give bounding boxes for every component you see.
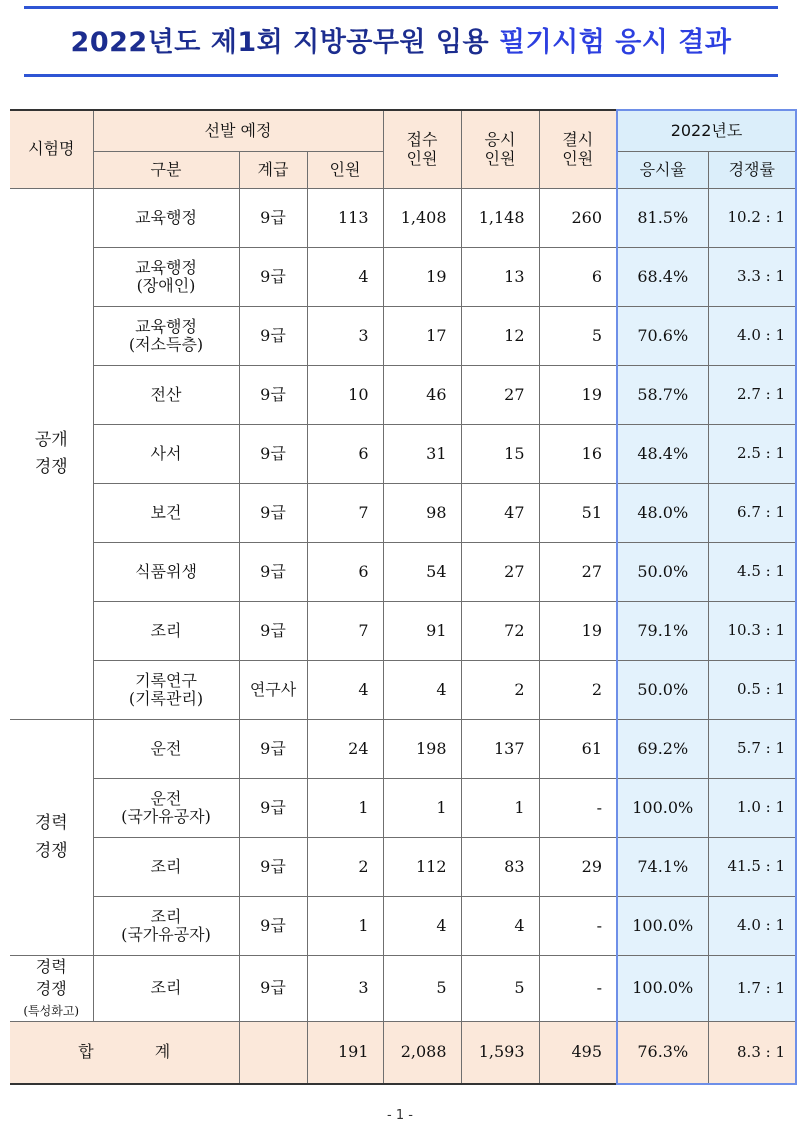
table-row bbox=[10, 661, 796, 720]
group-career-competition: 경력 경쟁 bbox=[10, 720, 93, 956]
row-rate: 58.7% bbox=[617, 366, 708, 425]
row-attended: 13 bbox=[461, 248, 539, 307]
row-absent: 5 bbox=[539, 307, 617, 366]
table-row bbox=[10, 779, 796, 838]
header-exam-name: 시험명 bbox=[10, 110, 93, 189]
row-ratio: 1.0 : 1 bbox=[708, 779, 796, 838]
total-attended: 1,593 bbox=[461, 1021, 539, 1084]
row-category: 운전 (국가유공자) bbox=[93, 779, 239, 838]
row-absent: 6 bbox=[539, 248, 617, 307]
table-row bbox=[10, 956, 796, 1022]
table-row bbox=[10, 248, 796, 307]
row-ratio: 2.5 : 1 bbox=[708, 425, 796, 484]
results-table bbox=[10, 109, 797, 1085]
row-absent: 27 bbox=[539, 543, 617, 602]
row-ratio: 4.5 : 1 bbox=[708, 543, 796, 602]
title-rule-bottom bbox=[24, 74, 778, 77]
row-grade: 9급 bbox=[239, 366, 307, 425]
row-ratio: 3.3 : 1 bbox=[708, 248, 796, 307]
header-attended: 응시 인원 bbox=[461, 110, 539, 189]
row-planned: 24 bbox=[307, 720, 383, 779]
row-category: 조리 bbox=[93, 602, 239, 661]
header-grade: 계급 bbox=[239, 152, 307, 189]
row-ratio: 5.7 : 1 bbox=[708, 720, 796, 779]
row-rate: 79.1% bbox=[617, 602, 708, 661]
table-row bbox=[10, 425, 796, 484]
table-row bbox=[10, 366, 796, 425]
row-rate: 100.0% bbox=[617, 779, 708, 838]
table-row bbox=[10, 897, 796, 956]
row-grade: 9급 bbox=[239, 602, 307, 661]
row-absent: 2 bbox=[539, 661, 617, 720]
row-applied: 4 bbox=[383, 897, 461, 956]
table-row bbox=[10, 720, 796, 779]
row-grade: 9급 bbox=[239, 956, 307, 1022]
row-planned: 6 bbox=[307, 425, 383, 484]
row-planned: 1 bbox=[307, 779, 383, 838]
row-applied: 98 bbox=[383, 484, 461, 543]
header-category: 구분 bbox=[93, 152, 239, 189]
row-applied: 54 bbox=[383, 543, 461, 602]
row-applied: 198 bbox=[383, 720, 461, 779]
row-applied: 31 bbox=[383, 425, 461, 484]
row-applied: 46 bbox=[383, 366, 461, 425]
row-attended: 15 bbox=[461, 425, 539, 484]
row-category: 식품위생 bbox=[93, 543, 239, 602]
row-rate: 50.0% bbox=[617, 661, 708, 720]
title-part2: 필기시험 응시 결과 bbox=[498, 27, 732, 58]
total-planned: 191 bbox=[307, 1021, 383, 1084]
row-grade: 9급 bbox=[239, 838, 307, 897]
row-planned: 6 bbox=[307, 543, 383, 602]
header-row-1 bbox=[10, 110, 796, 152]
row-planned: 7 bbox=[307, 602, 383, 661]
title-block bbox=[24, 6, 778, 78]
header-applied: 접수 인원 bbox=[383, 110, 461, 189]
row-grade: 연구사 bbox=[239, 661, 307, 720]
header-planned: 인원 bbox=[307, 152, 383, 189]
row-ratio: 6.7 : 1 bbox=[708, 484, 796, 543]
row-attended: 5 bbox=[461, 956, 539, 1022]
table-row bbox=[10, 543, 796, 602]
row-grade: 9급 bbox=[239, 779, 307, 838]
row-category: 기록연구 (기록관리) bbox=[93, 661, 239, 720]
row-absent: 16 bbox=[539, 425, 617, 484]
row-attended: 27 bbox=[461, 543, 539, 602]
row-applied: 19 bbox=[383, 248, 461, 307]
title-rule-top bbox=[24, 6, 778, 9]
row-attended: 1,148 bbox=[461, 189, 539, 248]
header-attendance-rate: 응시율 bbox=[617, 152, 708, 189]
row-absent: 19 bbox=[539, 366, 617, 425]
header-selection-plan: 선발 예정 bbox=[93, 110, 383, 152]
header-competition-rate: 경쟁률 bbox=[708, 152, 796, 189]
table-row bbox=[10, 602, 796, 661]
group-open-competition: 공개 경쟁 bbox=[10, 189, 93, 720]
row-planned: 4 bbox=[307, 248, 383, 307]
row-rate: 48.0% bbox=[617, 484, 708, 543]
row-applied: 4 bbox=[383, 661, 461, 720]
row-planned: 7 bbox=[307, 484, 383, 543]
row-category: 조리 bbox=[93, 838, 239, 897]
row-ratio: 41.5 : 1 bbox=[708, 838, 796, 897]
row-planned: 4 bbox=[307, 661, 383, 720]
row-ratio: 2.7 : 1 bbox=[708, 366, 796, 425]
table-row bbox=[10, 484, 796, 543]
row-category: 조리 (국가유공자) bbox=[93, 897, 239, 956]
row-grade: 9급 bbox=[239, 307, 307, 366]
row-applied: 1 bbox=[383, 779, 461, 838]
row-planned: 10 bbox=[307, 366, 383, 425]
header-year: 2022년도 bbox=[617, 110, 796, 152]
total-label: 합 계 bbox=[10, 1021, 239, 1084]
row-applied: 112 bbox=[383, 838, 461, 897]
row-planned: 3 bbox=[307, 307, 383, 366]
row-ratio: 4.0 : 1 bbox=[708, 307, 796, 366]
row-attended: 83 bbox=[461, 838, 539, 897]
row-absent: 19 bbox=[539, 602, 617, 661]
page-number: - 1 - bbox=[387, 1108, 413, 1123]
row-rate: 100.0% bbox=[617, 897, 708, 956]
row-category: 조리 bbox=[93, 956, 239, 1022]
total-applied: 2,088 bbox=[383, 1021, 461, 1084]
table-row bbox=[10, 307, 796, 366]
row-attended: 47 bbox=[461, 484, 539, 543]
row-rate: 74.1% bbox=[617, 838, 708, 897]
row-grade: 9급 bbox=[239, 425, 307, 484]
total-rate: 76.3% bbox=[617, 1021, 708, 1084]
row-ratio: 10.3 : 1 bbox=[708, 602, 796, 661]
row-absent: 61 bbox=[539, 720, 617, 779]
row-applied: 1,408 bbox=[383, 189, 461, 248]
row-rate: 50.0% bbox=[617, 543, 708, 602]
row-rate: 68.4% bbox=[617, 248, 708, 307]
row-planned: 113 bbox=[307, 189, 383, 248]
row-attended: 27 bbox=[461, 366, 539, 425]
header-absent: 결시 인원 bbox=[539, 110, 617, 189]
row-ratio: 1.7 : 1 bbox=[708, 956, 796, 1022]
row-grade: 9급 bbox=[239, 543, 307, 602]
row-category: 교육행정 (장애인) bbox=[93, 248, 239, 307]
row-ratio: 10.2 : 1 bbox=[708, 189, 796, 248]
row-planned: 3 bbox=[307, 956, 383, 1022]
row-category: 교육행정 bbox=[93, 189, 239, 248]
row-attended: 72 bbox=[461, 602, 539, 661]
row-applied: 17 bbox=[383, 307, 461, 366]
row-absent: 29 bbox=[539, 838, 617, 897]
row-attended: 12 bbox=[461, 307, 539, 366]
row-planned: 1 bbox=[307, 897, 383, 956]
row-grade: 9급 bbox=[239, 484, 307, 543]
row-grade: 9급 bbox=[239, 720, 307, 779]
row-absent: - bbox=[539, 779, 617, 838]
row-attended: 1 bbox=[461, 779, 539, 838]
row-absent: - bbox=[539, 956, 617, 1022]
table-row bbox=[10, 838, 796, 897]
row-category: 운전 bbox=[93, 720, 239, 779]
row-planned: 2 bbox=[307, 838, 383, 897]
row-grade: 9급 bbox=[239, 897, 307, 956]
row-ratio: 4.0 : 1 bbox=[708, 897, 796, 956]
group-career-special: 경력 경쟁 (특성화고) bbox=[10, 956, 93, 1022]
total-grade bbox=[239, 1021, 307, 1084]
row-category: 사서 bbox=[93, 425, 239, 484]
total-row bbox=[10, 1021, 796, 1084]
row-grade: 9급 bbox=[239, 248, 307, 307]
row-rate: 48.4% bbox=[617, 425, 708, 484]
row-category: 보건 bbox=[93, 484, 239, 543]
row-absent: - bbox=[539, 897, 617, 956]
row-ratio: 0.5 : 1 bbox=[708, 661, 796, 720]
row-attended: 4 bbox=[461, 897, 539, 956]
table-row bbox=[10, 189, 796, 248]
title-part1: 2022년도 제1회 지방공무원 임용 bbox=[70, 27, 499, 58]
row-category: 전산 bbox=[93, 366, 239, 425]
row-absent: 260 bbox=[539, 189, 617, 248]
row-rate: 69.2% bbox=[617, 720, 708, 779]
row-rate: 100.0% bbox=[617, 956, 708, 1022]
row-applied: 5 bbox=[383, 956, 461, 1022]
row-category: 교육행정 (저소득층) bbox=[93, 307, 239, 366]
row-absent: 51 bbox=[539, 484, 617, 543]
row-applied: 91 bbox=[383, 602, 461, 661]
row-attended: 2 bbox=[461, 661, 539, 720]
page-title bbox=[24, 20, 778, 59]
row-rate: 81.5% bbox=[617, 189, 708, 248]
row-rate: 70.6% bbox=[617, 307, 708, 366]
row-attended: 137 bbox=[461, 720, 539, 779]
total-absent: 495 bbox=[539, 1021, 617, 1084]
row-grade: 9급 bbox=[239, 189, 307, 248]
total-ratio: 8.3 : 1 bbox=[708, 1021, 796, 1084]
